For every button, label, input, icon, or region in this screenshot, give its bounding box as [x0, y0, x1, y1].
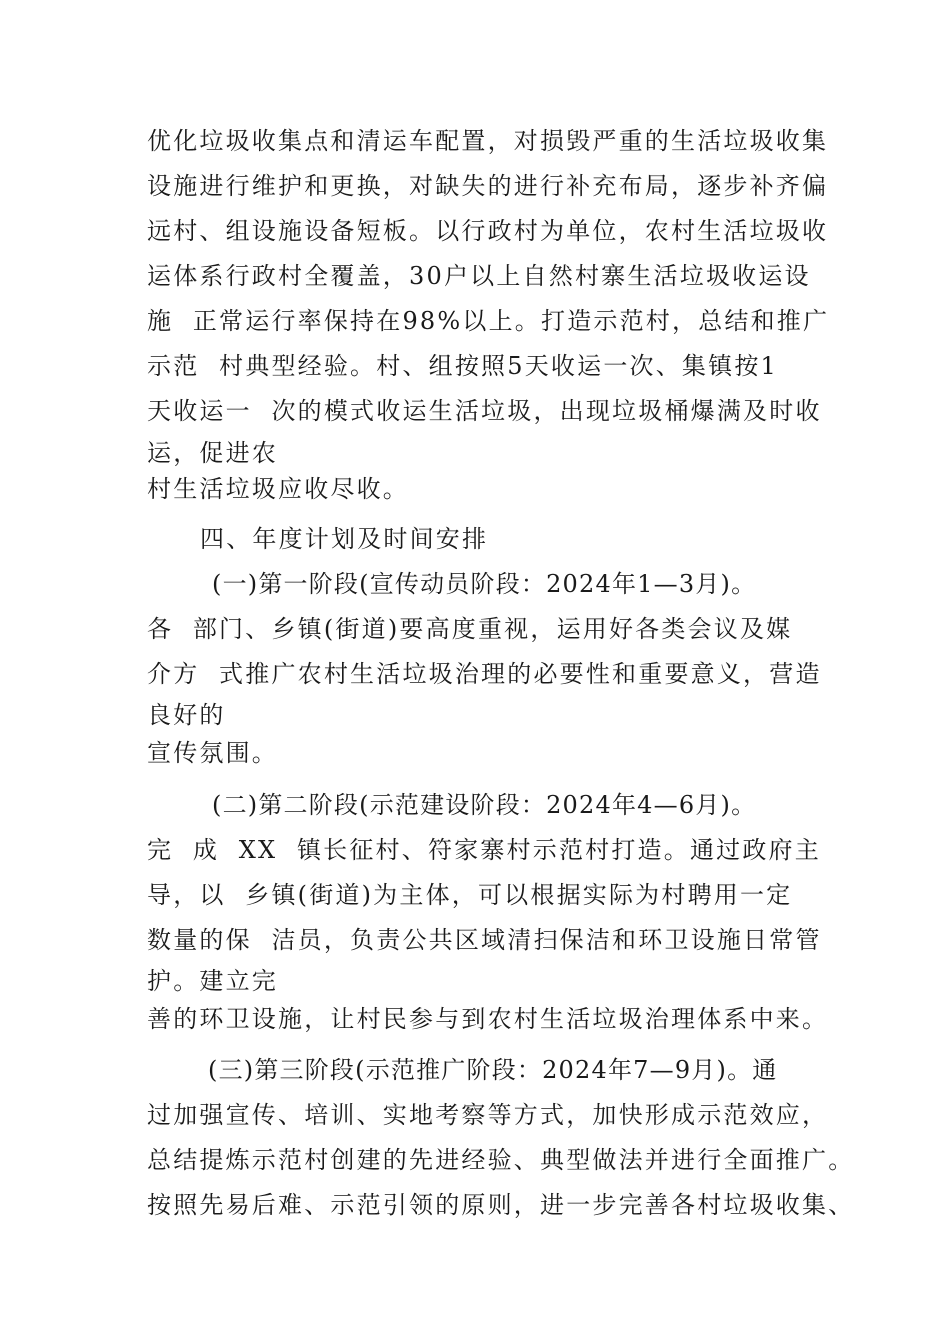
body-text-line: 按照先易后难、示范引领的原则，进一步完善各村垃圾收集、 [147, 1191, 855, 1219]
body-text-line: 运，促进农 [147, 439, 278, 467]
body-text-line: 数量的保 洁员，负责公共区域清扫保洁和环卫设施日常管 [147, 926, 822, 954]
phase-heading: (三)第三阶段(示范推广阶段：2024年7—9月)。通 [208, 1056, 778, 1084]
body-text-line: 导，以 乡镇(街道)为主体，可以根据实际为村聘用一定 [147, 881, 793, 909]
body-text-line: 良好的 [147, 701, 226, 729]
body-text-line: 总结提炼示范村创建的先进经验、典型做法并进行全面推广。 [147, 1146, 855, 1174]
body-text-line: 过加强宣传、培训、实地考察等方式，加快形成示范效应， [147, 1101, 829, 1129]
body-text-line: 示范 村典型经验。村、组按照5天收运一次、集镇按1 [147, 352, 778, 380]
body-text-line: 介方 式推广农村生活垃圾治理的必要性和重要意义，营造 [147, 660, 822, 688]
phase-heading: (二)第二阶段(示范建设阶段：2024年4—6月)。 [212, 791, 757, 819]
body-text-line: 护。建立完 [147, 967, 278, 995]
body-text-line: 优化垃圾收集点和清运车配置，对损毁严重的生活垃圾收集 [147, 127, 829, 155]
body-text-line: 宣传氛围。 [147, 739, 278, 767]
phase-heading: (一)第一阶段(宣传动员阶段：2024年1—3月)。 [212, 570, 757, 598]
body-text-line: 设施进行维护和更换，对缺失的进行补充布局，逐步补齐偏 [147, 172, 829, 200]
body-text-line: 天收运一 次的模式收运生活垃圾，出现垃圾桶爆满及时收 [147, 397, 822, 425]
body-text-line: 运体系行政村全覆盖，30户以上自然村寨生活垃圾收运设 [147, 262, 811, 290]
body-text-line: 善的环卫设施，让村民参与到农村生活垃圾治理体系中来。 [147, 1005, 829, 1033]
body-text-line: 完 成 XX 镇长征村、符家寨村示范村打造。通过政府主 [147, 836, 821, 864]
body-text-line: 远村、组设施设备短板。以行政村为单位，农村生活垃圾收 [147, 217, 829, 245]
body-text-line: 各 部门、乡镇(街道)要高度重视，运用好各类会议及媒 [147, 615, 793, 643]
body-text-line: 施 正常运行率保持在98%以上。打造示范村，总结和推广 [147, 307, 830, 335]
section-heading: 四、年度计划及时间安排 [200, 525, 489, 553]
body-text-line: 村生活垃圾应收尽收。 [147, 475, 409, 503]
